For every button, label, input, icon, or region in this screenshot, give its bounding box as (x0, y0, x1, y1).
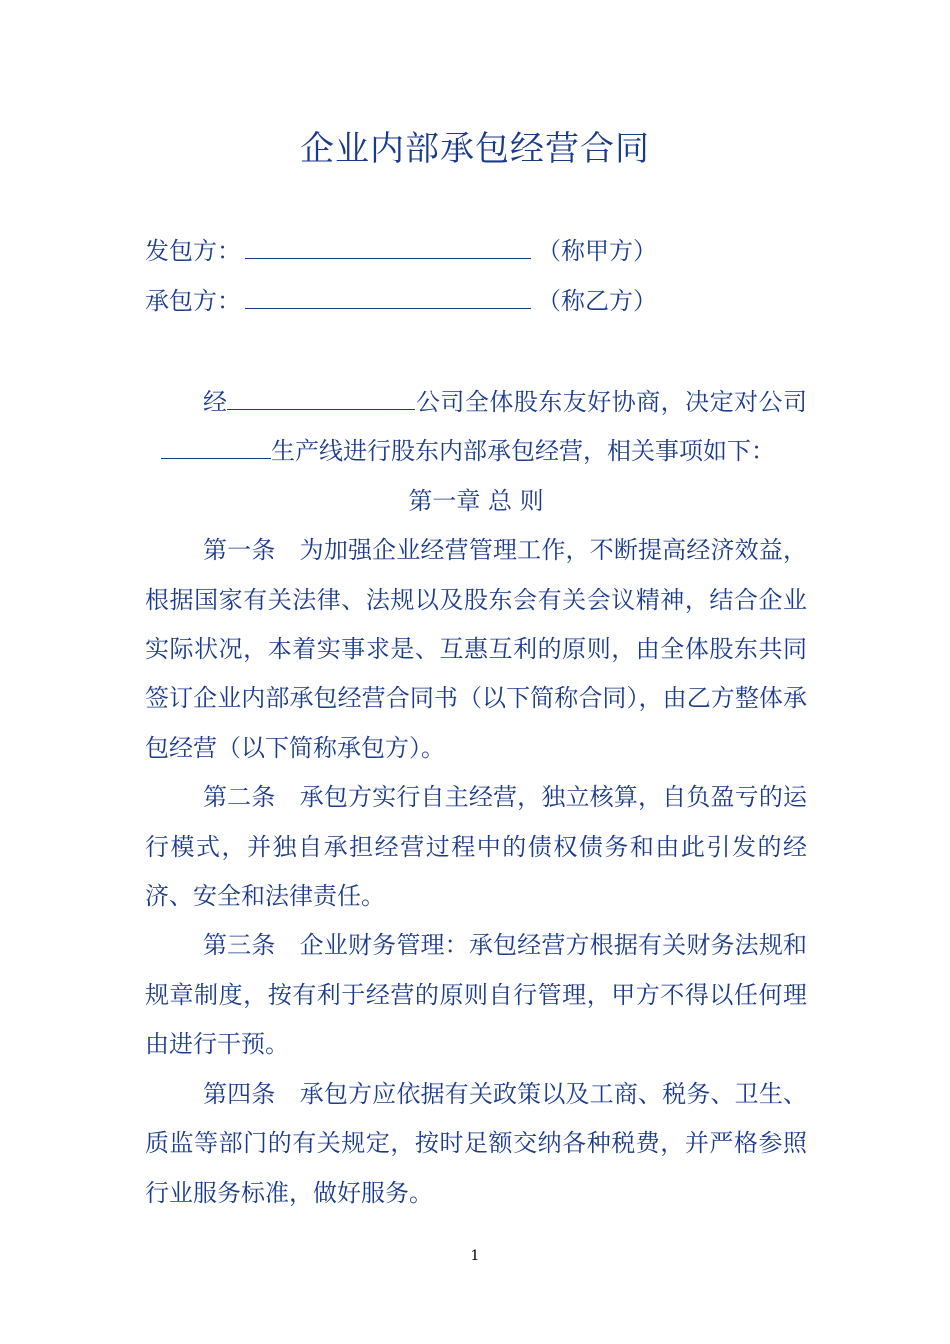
party-contractor-line (145, 280, 825, 319)
party-issuer-blank[interactable] (245, 230, 531, 259)
party-issuer-suffix: （称甲方） (537, 237, 657, 265)
article-2: 第二条 承包方实行自主经营，独立核算，自负盈亏的运行模式，并独自承担经营过程中的债权债务和由此引发的经济、安全和法律责任。 (145, 783, 807, 911)
intro-text-1: 经 (203, 388, 228, 416)
party-contractor-suffix: （称乙方） (537, 287, 657, 315)
party-contractor-label: 承包方： (145, 287, 241, 315)
intro-paragraph (145, 378, 807, 477)
article-1: 第一条 为加强企业经营管理工作，不断提高经济效益，根据国家有关法律、法规以及股东会有关会议精神，结合企业实际状况，本着实事求是、互惠互利的原则，由全体股东共同签订企业内部承包经营合同书（以下简称合同），由乙方整体承包经营（以下简称承包方）。 (145, 536, 807, 762)
party-issuer-line (145, 230, 825, 269)
document-title: 企业内部承包经营合同 (300, 129, 650, 169)
production-line-blank[interactable] (161, 432, 271, 459)
chapter-heading: 第一章 总 则 (408, 486, 544, 515)
article-4: 第四条 承包方应依据有关政策以及工商、税务、卫生、质监等部门的有关规定，按时足额交纳各种税费，并严格参照行业服务标准，做好服务。 (145, 1079, 807, 1207)
intro-text-3: 生产线进行股东内部承包经营，相关事项如下： (271, 437, 775, 466)
article-3: 第三条 企业财务管理：承包经营方根据有关财务法规和规章制度，按有利于经营的原则自行管理，甲方不得以任何理由进行干预。 (145, 931, 807, 1059)
party-issuer-label: 发包方： (145, 237, 241, 265)
company-name-blank[interactable] (227, 383, 415, 410)
intro-text-2: 公司全体股东友好协商，决定对公司 (415, 388, 808, 416)
document-body (145, 378, 807, 1218)
page-number: 1 (470, 1248, 480, 1264)
party-contractor-blank[interactable] (245, 280, 531, 309)
